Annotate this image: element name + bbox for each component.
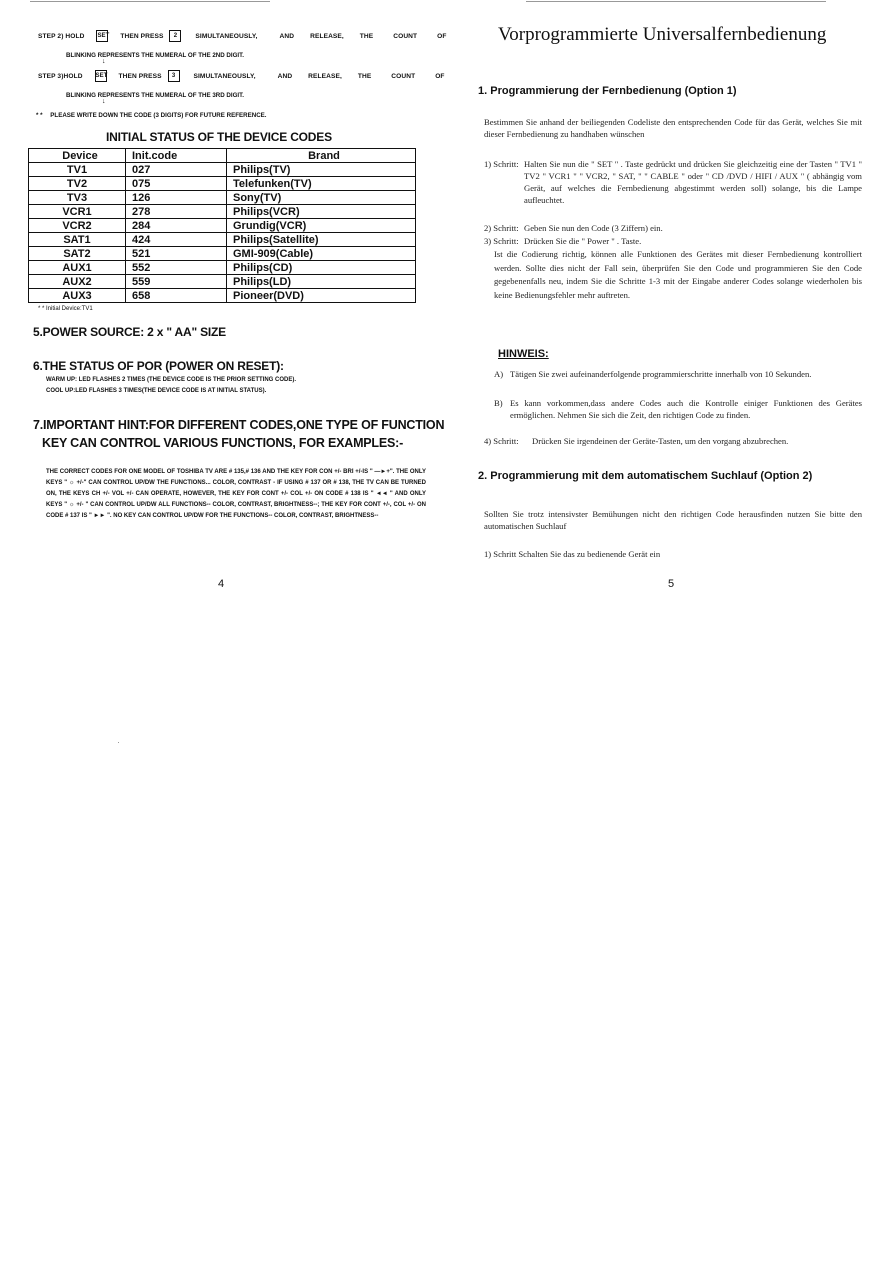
step3-text: STEP 3)HOLD	[38, 72, 83, 80]
cell-device: SAT1	[29, 233, 126, 247]
section-2-heading: 2. Programmierung mit dem automatischem Suchlauf (Option 2)	[478, 470, 813, 482]
table-row	[29, 289, 416, 303]
left-page	[0, 0, 446, 600]
table-footnote: * * Initial Device:TV1	[38, 306, 93, 312]
step-3-label: 3) Schritt:	[484, 236, 519, 246]
cell-init-code: 027	[126, 163, 227, 177]
table-row	[29, 205, 416, 219]
cell-brand: Philips(TV)	[227, 163, 416, 177]
table-row	[29, 163, 416, 177]
note-text: PLEASE WRITE DOWN THE CODE (3 DIGITS) FOR FUTURE REFERENCE.	[50, 112, 267, 119]
cell-brand: Grundig(VCR)	[227, 219, 416, 233]
hinweis-b-text: Es kann vorkommen,dass andere Codes auch die Kontrolle einiger Funktionen des Gerätes ermöglichen. Nehmen Sie sich die Zeit, den richtigen Code zu finden.	[510, 398, 862, 420]
cool-up-text: COOL UP:LED FLASHES 3 TIMES(THE DEVICE CODE IS AT INITIAL STATUS).	[46, 388, 267, 394]
hinweis-b-label: B)	[494, 398, 503, 408]
cell-brand: Pioneer(DVD)	[227, 289, 416, 303]
device-codes-table	[28, 148, 416, 303]
step-1-text: Halten Sie nun die " SET " . Taste gedrückt und drücken Sie gleichzeitig eine der Tasten " TV1 " TV2 " VCR1 " " VCR2, " SAT, " " CABLE " oder " CD /DVD / HIFI / AUX " ( abhängig vom Gerät, auf welches die Fernbedienung abgestimmt werden soll) solange, bis die Lampe aufleuchtet.	[524, 159, 862, 205]
section-1-heading: 1. Programmierung der Fernbedienung (Option 1)	[478, 85, 737, 97]
step3-text: THE	[357, 72, 372, 80]
cell-device: AUX1	[29, 261, 126, 275]
section-2-step-1: 1) Schritt Schalten Sie das zu bedienende Gerät ein	[484, 549, 661, 559]
hinweis-a-label: A)	[494, 369, 504, 379]
cell-brand: Telefunken(TV)	[227, 177, 416, 191]
step2-text: OF	[437, 32, 447, 40]
section-7-heading-line1: 7.IMPORTANT HINT:FOR DIFFERENT CODES,ONE TYPE OF FUNCTION	[33, 418, 445, 432]
right-page	[446, 0, 893, 600]
cell-brand: GMI-909(Cable)	[227, 247, 416, 261]
step-4	[484, 435, 862, 447]
set-key-box: SET	[96, 30, 108, 42]
cell-device: TV3	[29, 191, 126, 205]
cell-device: VCR1	[29, 205, 126, 219]
cell-device: SAT2	[29, 247, 126, 261]
hinweis-heading: HINWEIS:	[498, 348, 549, 360]
section-7-heading-line2: KEY CAN CONTROL VARIOUS FUNCTIONS, FOR EXAMPLES:-	[42, 436, 404, 450]
down-arrow-icon: ↓	[102, 58, 106, 65]
step2-text: RELEASE,	[310, 32, 344, 40]
down-arrow-icon: ↓	[102, 98, 106, 105]
cell-init-code: 521	[126, 247, 227, 261]
step2-sub: BLINKING REPRESENTS THE NUMERAL OF THE 2ND DIGIT.	[66, 52, 244, 59]
table-row	[29, 233, 416, 247]
cell-device: TV2	[29, 177, 126, 191]
table-row	[29, 261, 416, 275]
section-1-intro: Bestimmen Sie anhand der beiliegenden Codeliste den entsprechenden Code für das Gerät, welches Sie mit dieser Fernbedienung zu handhaben wünschen	[484, 117, 862, 139]
cell-device: TV1	[29, 163, 126, 177]
cell-device: AUX3	[29, 289, 126, 303]
cell-brand: Philips(CD)	[227, 261, 416, 275]
hinweis-a-text: Tätigen Sie zwei aufeinanderfolgende programmierschritte innerhalb von 10 Sekunden.	[510, 369, 812, 379]
step3-text: OF	[435, 72, 445, 80]
hinweis-b	[494, 397, 862, 421]
section-2-intro: Sollten Sie trotz intensivster Bemühungen nicht den richtigen Code herausfinden nutzen Sie bitte den automatischen Suchlauf	[484, 509, 862, 531]
cell-brand: Philips(Satellite)	[227, 233, 416, 247]
cell-init-code: 559	[126, 275, 227, 289]
step-3-paragraph: Ist die Codierung richtig, können alle Funktionen des Gerätes mit dieser Fernbedienung kontrolliert werden. Sollte dies nicht der Fall sein, überprüfen Sie den Code und programmieren Sie den Code gegebenenfalls neu, indem Sie die Schritte 1-3 mit der Eingabe anderer Codes solange wiederholen bis keine Bedienungsfehler mehr auftreten.	[494, 249, 862, 300]
section-5-heading: 5.POWER SOURCE: 2 x " AA" SIZE	[33, 325, 226, 339]
step-4-label: 4) Schritt:	[484, 436, 519, 446]
header-device: Device	[29, 149, 126, 163]
table-header-row	[29, 149, 416, 163]
header-init-code: Init.code	[126, 149, 227, 163]
step3-text: RELEASE,	[308, 72, 342, 80]
set-key-box: SET	[95, 70, 107, 82]
top-rule	[30, 1, 270, 2]
step-3	[484, 235, 862, 247]
cell-init-code: 075	[126, 177, 227, 191]
page-number-left: 4	[218, 578, 225, 590]
table-title: INITIAL STATUS OF THE DEVICE CODES	[106, 130, 332, 144]
hinweis-a	[494, 368, 862, 392]
section-7-paragraph: THE CORRECT CODES FOR ONE MODEL OF TOSHIBA TV ARE # 135,# 136 AND THE KEY FOR CON +/- BRI +/-IS " —►+". THE ONLY KEYS " ☼ +/-" CAN CONTROL UP/DW THE FUNCTIONS... COLOR, CONTRAST - IF USING # 137 OR # 138, THE TV CAN BE TURNED ON, THE KEYS CH +/- VOL +/- CAN OPERATE, HOWEVER, THE KEY FOR CONT +/- COL +/- ON CODE # 138 IS " ◄◄ " AND ONLY KEYS " ☼ +/- " CAN CONTROL UP/DW ALL FUNCTIONS-- COLOR, CONTRAST, BRIGHTNESS--; THE KEY FOR CONT +/-, COL +/- ON CODE # 137 IS " ►► ". NO KEY CAN CONTROL UP/DW FOR THE FUNCTIONS-- COLOR, CONTRAST, BRIGHTNESS--	[46, 469, 426, 519]
cell-brand: Philips(VCR)	[227, 205, 416, 219]
step2-line	[38, 30, 446, 42]
page-number-right: 5	[668, 578, 675, 590]
step-2-text: Geben Sie nun den Code (3 Ziffern) ein.	[524, 223, 663, 233]
step3-text: COUNT	[391, 72, 416, 80]
top-rule	[526, 1, 826, 2]
step3-text: THEN PRESS	[118, 72, 162, 80]
step-3-text: Drücken Sie die " Power " . Taste.	[524, 236, 642, 246]
table-row	[29, 275, 416, 289]
cell-init-code: 658	[126, 289, 227, 303]
step3-line	[38, 70, 445, 82]
header-brand: Brand	[227, 149, 416, 163]
cell-init-code: 278	[126, 205, 227, 219]
step2-text: COUNT	[393, 32, 418, 40]
step2-text: THEN PRESS	[120, 32, 164, 40]
cell-init-code: 424	[126, 233, 227, 247]
table-row	[29, 219, 416, 233]
step2-text: STEP 2) HOLD	[38, 32, 85, 40]
page-title: Vorprogrammierte Universalfernbedienung	[498, 24, 827, 45]
cell-init-code: 284	[126, 219, 227, 233]
digit-key-box: 2	[169, 30, 181, 42]
cell-init-code: 552	[126, 261, 227, 275]
cell-device: AUX2	[29, 275, 126, 289]
note-stars: * *	[36, 112, 43, 119]
cell-device: VCR2	[29, 219, 126, 233]
table-row	[29, 247, 416, 261]
digit-key-box: 3	[168, 70, 180, 82]
section-6-heading: 6.THE STATUS OF POR (POWER ON RESET):	[33, 359, 284, 373]
warm-up-text: WARM UP: LED FLASHES 2 TIMES (THE DEVICE CODE IS THE PRIOR SETTING CODE).	[46, 377, 297, 383]
step-2-label: 2) Schritt:	[484, 223, 519, 233]
step2-text: AND	[279, 32, 295, 40]
step2-text: SIMULTANEOUSLY,	[195, 32, 258, 40]
table-row	[29, 177, 416, 191]
cell-brand: Philips(LD)	[227, 275, 416, 289]
table-row	[29, 191, 416, 205]
cell-init-code: 126	[126, 191, 227, 205]
step-4-text: Drücken Sie irgendeinen der Geräte-Tasten, um den vorgang abzubrechen.	[532, 436, 789, 446]
step-1	[484, 158, 862, 214]
write-down-note	[36, 112, 267, 119]
step-2	[484, 222, 862, 234]
step2-text: THE	[359, 32, 374, 40]
scan-speck	[118, 742, 119, 743]
step-1-label: 1) Schritt:	[484, 159, 519, 169]
step3-sub: BLINKING REPRESENTS THE NUMERAL OF THE 3RD DIGIT.	[66, 92, 244, 99]
step3-text: SIMULTANEOUSLY,	[193, 72, 256, 80]
step3-text: AND	[277, 72, 293, 80]
cell-brand: Sony(TV)	[227, 191, 416, 205]
